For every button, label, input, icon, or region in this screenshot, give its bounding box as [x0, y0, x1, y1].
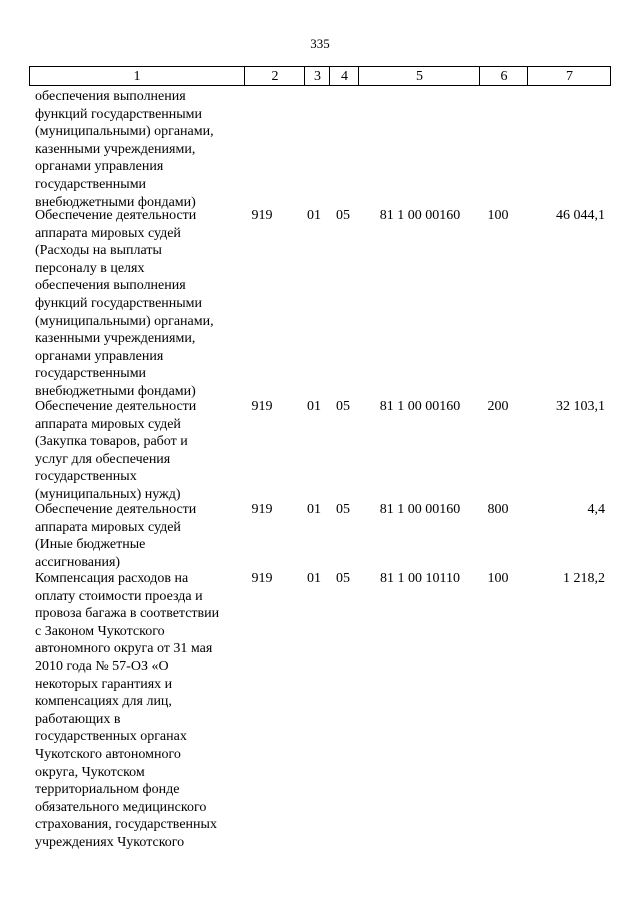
text-line: учреждениях Чукотского — [35, 834, 185, 850]
text-line: (Иные бюджетные — [35, 537, 146, 553]
cell-target-article: 81 1 00 10110 — [380, 571, 460, 586]
cell-subsection: 05 — [336, 208, 350, 223]
text-line: органами управления — [35, 159, 164, 175]
text-line: оплату стоимости проезда и — [35, 588, 203, 604]
text-line: провоза багажа в соответствии — [35, 606, 220, 622]
text-line: (муниципальными) органами, — [35, 313, 214, 329]
header-col-6: 6 — [479, 67, 528, 85]
row-description — [35, 570, 250, 852]
text-line: Чукотского автономного — [35, 746, 181, 762]
page-number: 335 — [310, 36, 330, 51]
header-col-2: 2 — [244, 67, 305, 85]
cell-ministry: 919 — [251, 208, 273, 223]
text-line: аппарата мировых судей — [35, 519, 181, 535]
cell-ministry: 919 — [251, 502, 273, 517]
text-line: страхования, государственных — [35, 817, 217, 833]
cell-amount: 1 218,2 — [563, 571, 605, 586]
text-line: некоторых гарантиях и — [35, 676, 173, 692]
cell-expense-type: 200 — [487, 399, 509, 414]
cell-amount: 32 103,1 — [556, 399, 605, 414]
text-line: государственными — [35, 366, 147, 382]
cell-expense-type: 100 — [487, 571, 509, 586]
text-line: компенсациях для лиц, — [35, 694, 172, 710]
cell-expense-type: 800 — [487, 502, 509, 517]
table-header — [29, 66, 611, 86]
text-line: Обеспечение деятельности — [35, 502, 197, 517]
text-line: государственных — [35, 469, 137, 485]
text-line: обязательного медицинского — [35, 799, 207, 815]
text-line: государственных органах — [35, 729, 187, 745]
cell-amount: 46 044,1 — [556, 208, 605, 223]
header-col-7: 7 — [527, 67, 611, 85]
text-line: обеспечения выполнения — [35, 89, 186, 104]
row-description — [35, 501, 250, 571]
cell-expense-type: 100 — [487, 208, 509, 223]
cell-target-article: 81 1 00 00160 — [379, 208, 461, 223]
text-line: внебюджетными фондами) — [35, 194, 196, 210]
text-line: Компенсация расходов на — [35, 571, 189, 586]
text-line: казенными учреждениями, — [35, 141, 196, 157]
cell-ministry: 919 — [251, 399, 273, 414]
cell-ministry: 919 — [251, 571, 273, 586]
header-col-1: 1 — [133, 69, 141, 84]
text-line: автономного округа от 31 мая — [35, 641, 213, 657]
text-line: округа, Чукотском — [35, 764, 145, 780]
text-line: (муниципальными) органами, — [35, 124, 214, 140]
row-description — [35, 207, 250, 401]
text-line: работающих в — [35, 711, 121, 727]
row-description — [35, 88, 250, 211]
text-line: аппарата мировых судей — [35, 225, 181, 241]
text-line: с Законом Чукотского — [35, 623, 165, 639]
cell-subsection: 05 — [336, 571, 350, 586]
text-line: Обеспечение деятельности — [35, 208, 197, 223]
text-line: ассигнования) — [35, 554, 121, 570]
text-line: (муниципальных) нужд) — [35, 486, 181, 502]
row-description — [35, 398, 250, 504]
text-line: (Расходы на выплаты — [35, 243, 162, 259]
text-line: казенными учреждениями, — [35, 331, 196, 347]
cell-section: 01 — [307, 502, 321, 517]
cell-section: 01 — [307, 208, 321, 223]
text-line: персоналу в целях — [35, 260, 145, 276]
text-line: обеспечения выполнения — [35, 278, 186, 294]
text-line: территориальном фонде — [35, 782, 180, 798]
cell-amount: 4,4 — [587, 502, 605, 517]
header-col-4: 4 — [329, 67, 359, 85]
text-line: функций государственными — [35, 295, 203, 311]
text-line: внебюджетными фондами) — [35, 383, 196, 399]
header-col-5: 5 — [358, 67, 480, 85]
text-line: функций государственными — [35, 106, 203, 122]
cell-section: 01 — [307, 571, 321, 586]
cell-target-article: 81 1 00 00160 — [379, 399, 461, 414]
text-line: органами управления — [35, 348, 164, 364]
text-line: аппарата мировых судей — [35, 416, 181, 432]
text-line: услуг для обеспечения — [35, 451, 171, 467]
cell-section: 01 — [307, 399, 321, 414]
text-line: (Закупка товаров, работ и — [35, 434, 188, 450]
text-line: 2010 года № 57-ОЗ «О — [35, 658, 169, 674]
cell-target-article: 81 1 00 00160 — [379, 502, 461, 517]
text-line: Обеспечение деятельности — [35, 399, 197, 414]
cell-subsection: 05 — [336, 502, 350, 517]
cell-subsection: 05 — [336, 399, 350, 414]
header-col-3: 3 — [304, 67, 330, 85]
text-line: государственными — [35, 176, 147, 192]
